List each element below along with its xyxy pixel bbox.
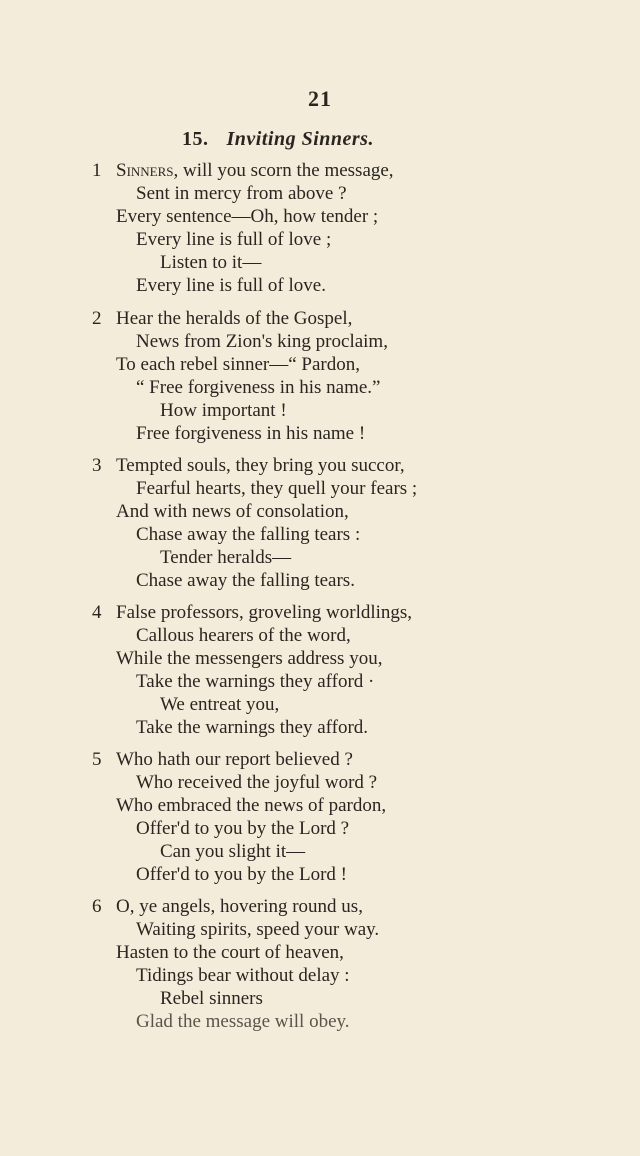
stanza-line: Callous hearers of the word, — [136, 625, 351, 646]
stanza-number: 4 — [92, 602, 102, 623]
stanza-line: Take the warnings they afford. — [136, 717, 369, 738]
stanza-first-word: Sinners, — [116, 160, 179, 181]
stanza-line: Listen to it— — [160, 252, 262, 273]
stanza-line: Tender heralds— — [160, 547, 292, 568]
stanza-number: 1 — [92, 160, 102, 181]
hymn-title — [182, 128, 374, 151]
stanza-line: And with news of consolation, — [116, 501, 349, 522]
stanza-line: How important ! — [160, 400, 287, 421]
stanza-line: “ Free forgiveness in his name.” — [136, 377, 381, 398]
stanza-line: Every line is full of love. — [136, 275, 326, 296]
stanza-number: 6 — [92, 896, 102, 917]
stanza-line: Can you slight it— — [160, 841, 306, 862]
stanza-line: We entreat you, — [160, 694, 280, 715]
stanza-number: 2 — [92, 308, 102, 329]
stanza-line — [116, 160, 394, 182]
stanza-line: Every line is full of love ; — [136, 229, 332, 250]
stanza-line: Rebel sinners — [160, 988, 263, 1009]
stanza-line: To each rebel sinner—“ Pardon, — [116, 354, 360, 375]
stanza-line: Sent in mercy from above ? — [136, 183, 347, 204]
stanza-line: Every sentence—Oh, how tender ; — [116, 206, 379, 227]
stanza-line: Chase away the falling tears : — [136, 524, 361, 545]
stanza-line: Free forgiveness in his name ! — [136, 423, 366, 444]
stanza-line: Chase away the falling tears. — [136, 570, 355, 591]
hymn-title-text: Inviting Sinners. — [226, 128, 374, 150]
stanza-line: O, ye angels, hovering round us, — [116, 896, 363, 917]
stanza-line: News from Zion's king proclaim, — [136, 331, 388, 352]
stanza-line: Offer'd to you by the Lord ? — [136, 818, 350, 839]
hymn-number: 15. — [182, 128, 209, 150]
stanza-line: Fearful hearts, they quell your fears ; — [136, 478, 418, 499]
stanza-line: Tidings bear without delay : — [136, 965, 350, 986]
page-number: 21 — [308, 86, 332, 111]
stanza-line: Who received the joyful word ? — [136, 772, 378, 793]
stanza-line: Waiting spirits, speed your way. — [136, 919, 380, 940]
stanza-number: 5 — [92, 749, 102, 770]
stanza-line: Hasten to the court of heaven, — [116, 942, 344, 963]
stanza-line: Offer'd to you by the Lord ! — [136, 864, 347, 885]
stanza-line: Take the warnings they afford · — [136, 671, 375, 692]
stanza-line: Tempted souls, they bring you succor, — [116, 455, 405, 476]
stanza-line: Hear the heralds of the Gospel, — [116, 308, 353, 329]
stanza-line: While the messengers address you, — [116, 648, 383, 669]
stanza-line: False professors, groveling worldlings, — [116, 602, 413, 623]
stanza-line: Who embraced the news of pardon, — [116, 795, 387, 816]
stanza-line: Glad the message will obey. — [136, 1011, 350, 1032]
stanza-number: 3 — [92, 455, 102, 476]
stanza-line: Who hath our report believed ? — [116, 749, 353, 770]
stanza-line-text: will you scorn the message, — [178, 160, 394, 181]
